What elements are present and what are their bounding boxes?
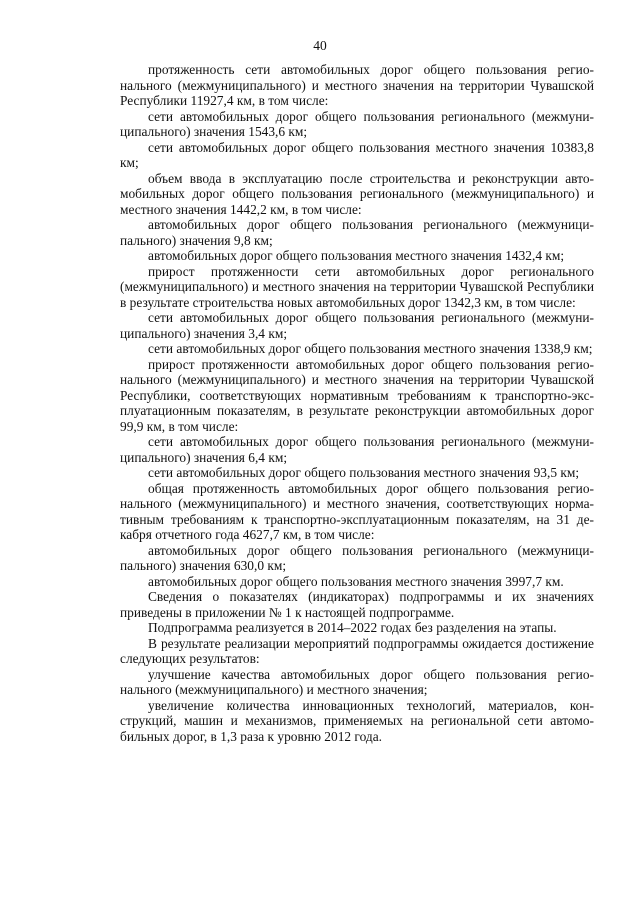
paragraph: прирост протяженности сети автомобильных дорог регионального (межмуниципального) и местного значения на территории Чувашской Республики в результате строительства новых автомобильных дорог 1342,3 км, в том числе: [120,263,594,310]
paragraph: Подпрограмма реализуется в 2014–2022 годах без разделения на этапы. [148,620,557,635]
paragraph: сети автомобильных дорог общего пользования местного значения 10383,8 км; [120,139,594,170]
paragraph: автомобильных дорог общего пользования регионального (межмуниципального) значения 9,8 км; [120,217,594,248]
paragraph: увеличение количества инновационных технологий, материалов, конструкций, машин и механизмов, применяемых на региональной сети автомобильных дорог, в 1,3 раза к уровню 2012 года. [120,697,594,744]
paragraph: объем ввода в эксплуатацию после строительства и реконструкции автомобильных дорог общего пользования регионального (межмуниципального) и местного значения 1442,2 км, в том числе: [120,170,594,217]
paragraph: протяженность сети автомобильных дорог общего пользования регионального (межмуниципального) и местного значения на территории Чувашской Республики 11927,4 км, в том числе: [120,62,594,108]
paragraph: автомобильных дорог общего пользования местного значения 3997,7 км. [148,573,564,589]
paragraph: сети автомобильных дорог общего пользования местного значения 93,5 км; [148,465,580,480]
page-number: 40 [313,38,327,53]
paragraph: общая протяженность автомобильных дорог общего пользования регионального (межмуниципального) и местного значения, соответствующих нормативным требованиям к транспортно-эксплуатационным показателям, на 31 декабря отчетного года 4627,7 км, в том числе: [120,480,594,542]
paragraph: сети автомобильных дорог общего пользования регионального (межмуниципального) значения 3,4 км; [120,310,594,341]
document-body [120,62,594,744]
paragraph: сети автомобильных дорог общего пользования регионального (межмуниципального) значения 1543,6 км; [120,108,594,139]
paragraph: В результате реализации мероприятий подпрограммы ожидается достижение следующих результатов: [120,635,594,666]
paragraph: автомобильных дорог общего пользования местного значения 1432,4 км; [148,248,565,263]
paragraph: сети автомобильных дорог общего пользования местного значения 1338,9 км; [148,341,593,356]
paragraph: улучшение качества автомобильных дорог общего пользования регионального (межмуниципального) и местного значения; [120,666,594,697]
paragraph: автомобильных дорог общего пользования регионального (межмуниципального) значения 630,0 км; [120,542,594,573]
paragraph: сети автомобильных дорог общего пользования регионального (межмуниципального) значения 6,4 км; [120,434,594,465]
paragraph: прирост протяженности автомобильных дорог общего пользования регионального (межмуниципального) и местного значения на территории Чувашской Республики, соответствующих нормативным требованиям к транспортно-эксплуатационным показателям, в результате реконструкции автомобильных дорог 99,9 км, в том числе: [120,356,594,434]
paragraph: Сведения о показателях (индикаторах) подпрограммы и их значениях приведены в приложении № 1 к настоящей подпрограмме. [120,589,594,620]
